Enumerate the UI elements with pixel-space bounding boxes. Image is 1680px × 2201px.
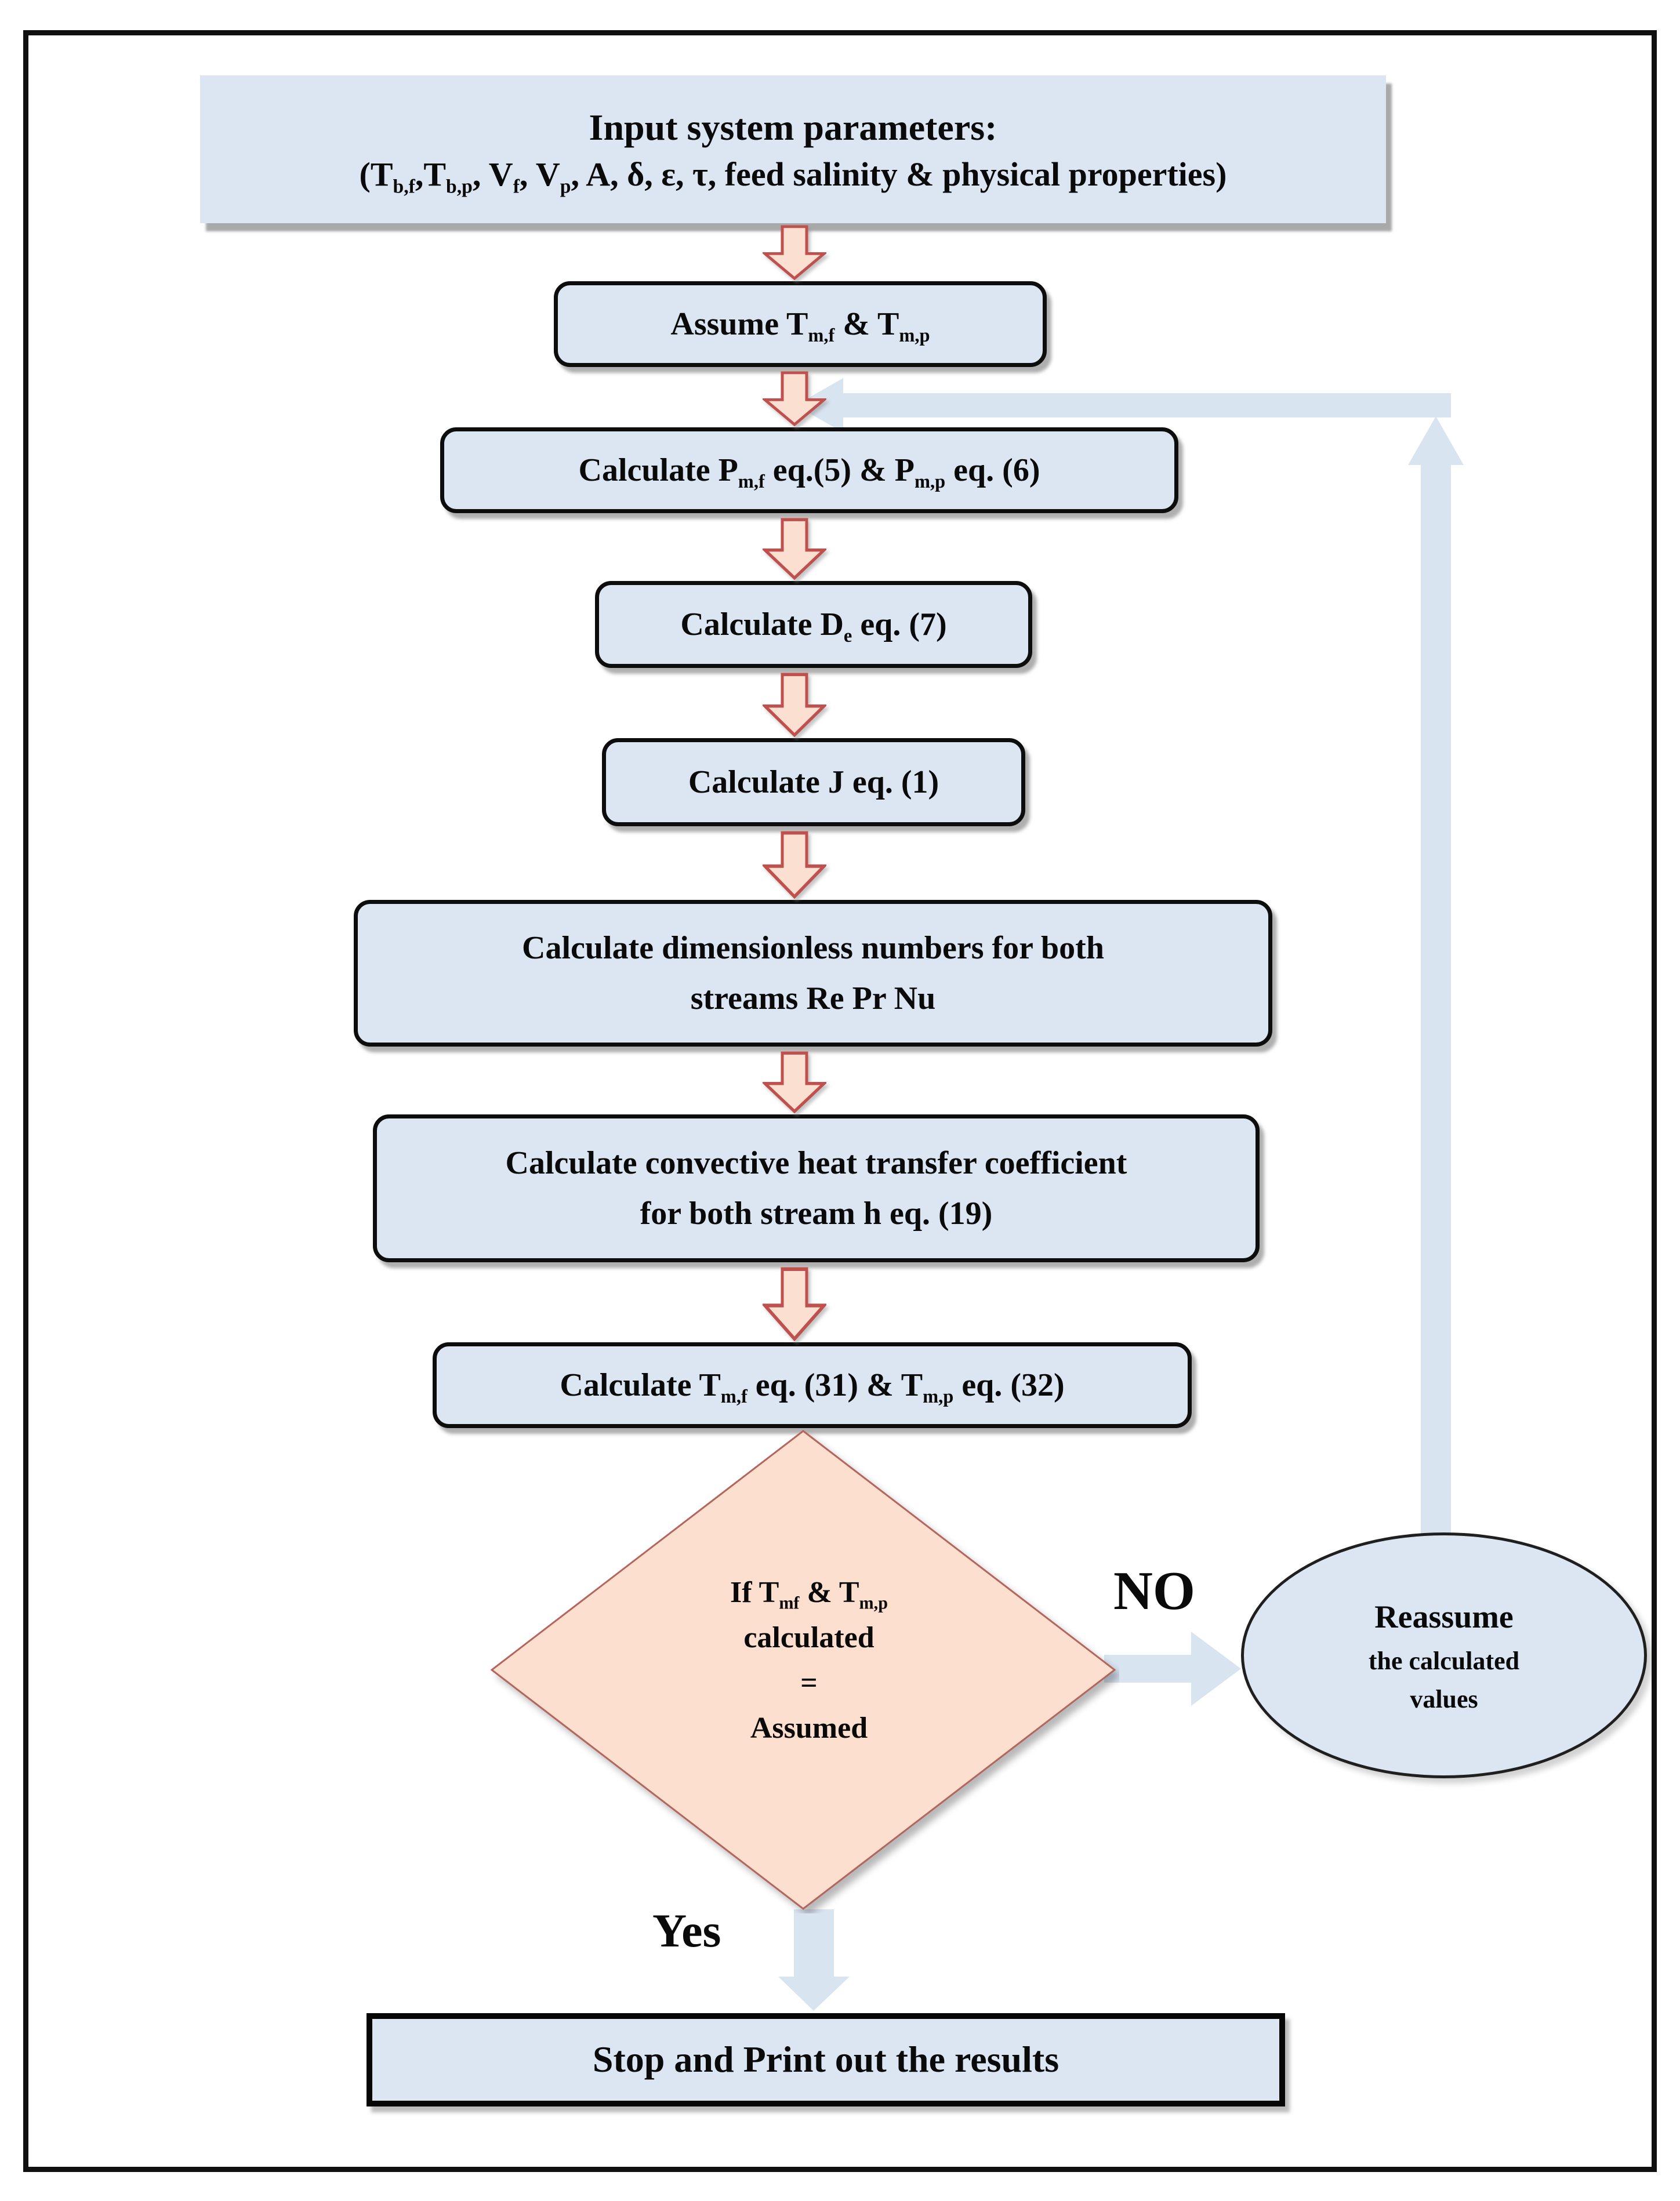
node-calculate-j	[602, 738, 1025, 826]
reassume-line3: values	[1410, 1685, 1478, 1714]
feedback-arrowhead-up-icon	[1408, 416, 1464, 465]
flow-arrow-down-icon	[763, 673, 826, 737]
decision-condition-line1: If $T_{mf}$ & $T_{m,p}$	[730, 1576, 888, 1613]
flow-arrow-down-icon	[763, 1051, 826, 1113]
node-input-parameters	[200, 75, 1386, 223]
flow-arrow-down-icon	[763, 518, 826, 580]
input-parameters-title: Input system parameters:	[589, 106, 997, 148]
no-branch-arrow-icon	[1103, 1628, 1243, 1709]
reassume-line2: the calculated	[1368, 1647, 1520, 1676]
yes-branch-label: Yes	[652, 1904, 721, 1957]
reassume-line1: Reassume	[1374, 1599, 1514, 1635]
node-assume-temperatures	[554, 281, 1047, 367]
feedback-connector-horizontal	[842, 393, 1451, 417]
calculate-dimensionless-line2: streams Re Pr Nu	[690, 980, 936, 1016]
flow-arrow-down-icon	[763, 371, 826, 426]
no-branch-label: NO	[1113, 1561, 1195, 1621]
flow-arrow-down-icon	[763, 831, 826, 899]
stop-print-results-label: Stop and Print out the results	[592, 2039, 1059, 2080]
node-reassume-values	[1241, 1532, 1647, 1778]
yes-branch-arrow-icon	[778, 1909, 850, 2012]
node-calculate-heat-transfer	[373, 1114, 1260, 1262]
calculate-membrane-temps-label: Calculate $T_{m,f}$ eq. (31) & $T_{m,p}$ eq. (32)	[560, 1367, 1065, 1407]
calculate-dimensionless-line1: Calculate dimensionless numbers for both	[522, 929, 1104, 966]
decision-condition-line4: Assumed	[750, 1712, 868, 1745]
feedback-connector-vertical	[1421, 464, 1451, 1534]
calculate-j-label: Calculate J eq. (1)	[688, 764, 939, 800]
flow-arrow-down-icon	[763, 225, 826, 280]
assume-label: Assume $T_{m,f}$ & $T_{m,p}$	[670, 306, 930, 346]
input-parameters-list: ($T_{b,f},T_{b,p}$, $V_f$, $V_p$, A, δ, ε, τ, feed salinity & physical properties)	[359, 155, 1227, 198]
node-calculate-pressures	[440, 427, 1178, 513]
node-stop-print-results	[367, 2013, 1285, 2106]
node-calculate-membrane-temps	[433, 1342, 1192, 1428]
decision-condition-line2: calculated	[743, 1621, 875, 1654]
node-calculate-de	[595, 581, 1032, 668]
calculate-de-label: Calculate $D_e$ eq. (7)	[680, 606, 947, 647]
node-calculate-dimensionless	[354, 900, 1272, 1047]
flow-arrow-down-icon	[763, 1267, 826, 1341]
calculate-pressures-label: Calculate $P_{m,f}$ eq.(5) & $P_{m,p}$ eq. (6)	[578, 452, 1040, 492]
decision-text	[629, 1570, 989, 1751]
calculate-heat-transfer-line1: Calculate convective heat transfer coefficient	[505, 1145, 1127, 1181]
decision-equals-sign: =	[800, 1666, 818, 1699]
calculate-heat-transfer-line2: for both stream h eq. (19)	[640, 1195, 993, 1232]
